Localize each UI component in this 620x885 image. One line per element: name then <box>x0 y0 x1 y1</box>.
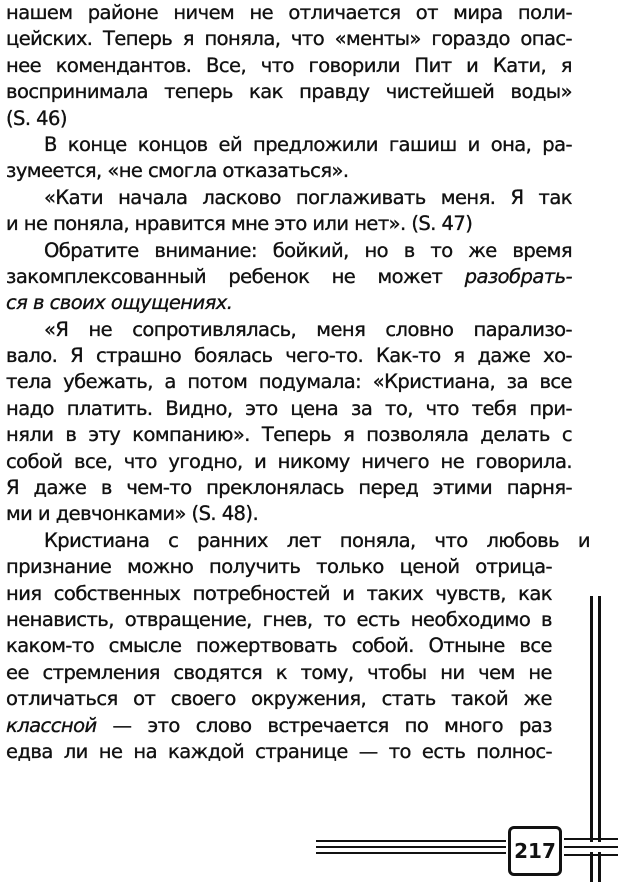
footer-rule <box>564 846 618 848</box>
footer-rule <box>316 840 506 842</box>
text-line: и не поняла, нравится мне это или нет». (S. 47) <box>6 212 473 236</box>
footer-rule <box>564 854 618 856</box>
text-line: зумеется, «не смогла отказаться». <box>6 159 349 183</box>
text-line: цейских. Теперь я поняла, что «менты» гораздо опас- <box>6 27 572 51</box>
text-line: Я даже в чем-то преклонялась перед этими парня- <box>6 476 572 500</box>
footer-rule <box>316 846 506 848</box>
text-line: Обратите внимание: бойкий, но в то же время <box>44 238 572 262</box>
text-line: собой все, что угодно, и никому ничего не говорила. <box>6 449 572 473</box>
text-line: ненависть, отвращение, гнев, то есть необходимо в <box>6 607 552 631</box>
margin-rule-vertical <box>598 852 601 882</box>
italic-text: ся в своих ощущениях. <box>6 291 233 315</box>
footer-rule <box>564 838 618 840</box>
text-span: закомплексованный ребенок не может <box>6 264 465 288</box>
text-line: (S. 46) <box>6 106 67 130</box>
text-line: Кристиана с ранних лет поняла, что любовь и <box>44 528 590 552</box>
text-line: няли в эту компанию». Теперь я позволяла делать с <box>6 423 572 447</box>
text-line: отличаться от своего окружения, стать такой же <box>6 687 552 711</box>
page-number: 217 <box>508 826 562 876</box>
margin-rule-vertical <box>598 596 601 842</box>
text-line: надо платить. Видно, это цена за то, что тебя при- <box>6 396 572 420</box>
page-text <box>6 0 590 765</box>
text-span: — это слово встречается по много раз <box>96 713 552 737</box>
text-line: тела убежать, а потом подумала: «Кристиана, за все <box>6 370 572 394</box>
text-line <box>6 713 552 739</box>
text-line: каком-то смысле пожертвовать собой. Отныне все <box>6 634 552 658</box>
italic-text: разобрать- <box>464 264 572 288</box>
text-line: нее комендантов. Все, что говорили Пит и Кати, я <box>6 53 572 77</box>
text-line: ния собственных потребностей и таких чувств, как <box>6 581 552 605</box>
italic-text: классной <box>6 713 97 737</box>
text-line: В конце концов ей предложили гашиш и она, ра- <box>44 132 572 156</box>
text-line: «Я не сопротивлялась, меня словно парализо- <box>44 317 572 341</box>
text-line: едва ли не на каждой странице — то есть полнос- <box>6 739 552 763</box>
margin-rule-vertical <box>590 596 593 842</box>
footer-rule <box>316 852 506 854</box>
text-line: признание можно получить только ценой отрица- <box>6 555 552 579</box>
text-line: воспринимала теперь как правду чистейшей воды» <box>6 80 572 104</box>
text-line: ее стремления сводятся к тому, чтобы ни чем не <box>6 660 552 684</box>
margin-rule-vertical <box>590 852 593 882</box>
text-line: «Кати начала ласково поглаживать меня. Я так <box>44 185 572 209</box>
text-line: вало. Я страшно боялась чего-то. Как-то я даже хо- <box>6 344 572 368</box>
text-line: нашем районе ничем не отличается от мира поли- <box>6 1 572 24</box>
text-line <box>6 264 572 290</box>
text-line <box>6 290 572 316</box>
text-line: ми и девчонками» (S. 48). <box>6 502 259 526</box>
